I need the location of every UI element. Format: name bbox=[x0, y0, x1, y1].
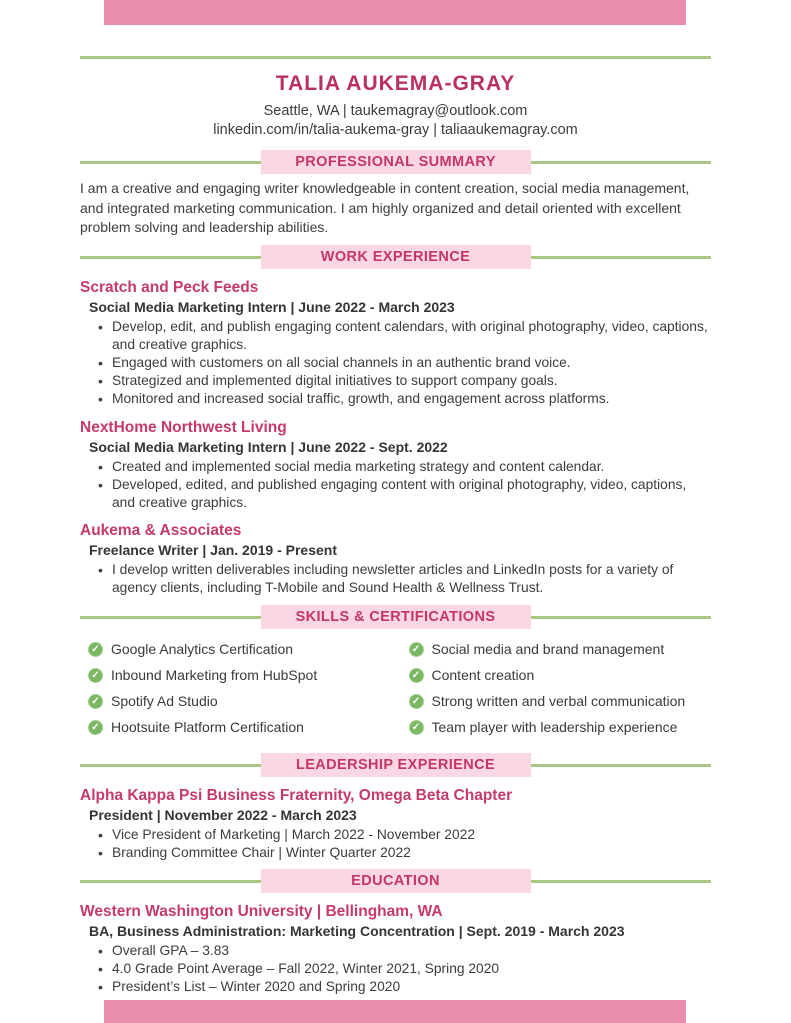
section-header-education bbox=[80, 869, 711, 893]
section-title-box bbox=[261, 869, 531, 893]
section-education bbox=[80, 869, 711, 997]
skill-label: Content creation bbox=[431, 667, 535, 684]
job-bullet-list bbox=[80, 318, 711, 409]
section-title-box bbox=[261, 150, 531, 174]
candidate-name: TALIA AUKEMA-GRAY bbox=[275, 72, 516, 95]
summary-paragraph: I am a creative and engaging writer knowledgeable in content creation, social media management, and integrated marketing communication. I am highly organized and detail oriented with excellent problem solving and leadership abilities. bbox=[80, 180, 690, 235]
job-bullet: • Develop, edit, and publish engaging content calendars, with original photography, video, captions, and creative graphics. bbox=[80, 318, 711, 354]
job-company: Aukema & Associates bbox=[80, 522, 242, 540]
section-leadership-experience bbox=[80, 753, 711, 862]
top-accent-bar bbox=[104, 0, 686, 25]
skill-item bbox=[409, 720, 712, 735]
section-header-work-experience bbox=[80, 245, 711, 269]
job-bullet: • Strategized and implemented digital initiatives to support company goals. bbox=[80, 372, 711, 390]
section-title: SKILLS & CERTIFICATIONS bbox=[295, 608, 496, 625]
job-entry bbox=[80, 278, 711, 409]
leadership-entry bbox=[80, 786, 711, 862]
section-title: PROFESSIONAL SUMMARY bbox=[295, 154, 496, 170]
skill-item bbox=[409, 668, 712, 683]
leadership-bullet: • Branding Committee Chair | Winter Quarter 2022 bbox=[80, 844, 711, 862]
job-company: NextHome Northwest Living bbox=[80, 418, 287, 436]
education-entry bbox=[80, 902, 711, 997]
check-icon: ✓ bbox=[88, 668, 103, 683]
job-role: Social Media Marketing Intern | June 2022 - March 2023 bbox=[89, 298, 455, 315]
skill-label: Team player with leadership experience bbox=[431, 719, 678, 736]
skill-item bbox=[409, 694, 712, 709]
check-icon: ✓ bbox=[409, 694, 424, 709]
skill-label: Hootsuite Platform Certification bbox=[111, 719, 304, 736]
check-icon: ✓ bbox=[409, 668, 424, 683]
education-bullet: • President’s List – Winter 2020 and Spring 2020 bbox=[80, 978, 711, 996]
section-title-box bbox=[261, 605, 531, 629]
skill-item bbox=[409, 642, 712, 657]
section-title-box bbox=[261, 245, 531, 269]
job-bullet-list bbox=[80, 561, 711, 597]
job-entry bbox=[80, 418, 711, 513]
job-role: Social Media Marketing Intern | June 2022 - Sept. 2022 bbox=[89, 438, 448, 455]
education-degree: BA, Business Administration: Marketing Concentration | Sept. 2019 - March 2023 bbox=[89, 922, 625, 939]
contact-line-location-email: Seattle, WA | taukemagray@outlook.com bbox=[263, 103, 528, 119]
skills-grid bbox=[88, 642, 711, 746]
section-title: EDUCATION bbox=[351, 872, 440, 889]
section-professional-summary bbox=[80, 150, 711, 238]
check-icon: ✓ bbox=[409, 720, 424, 735]
skill-label: Google Analytics Certification bbox=[111, 641, 294, 658]
section-title: LEADERSHIP EXPERIENCE bbox=[295, 756, 496, 773]
skill-label: Spotify Ad Studio bbox=[111, 693, 218, 710]
skills-column-left bbox=[88, 642, 400, 746]
skill-label: Inbound Marketing from HubSpot bbox=[111, 667, 318, 684]
skills-column-right bbox=[400, 642, 712, 746]
leadership-role: President | November 2022 - March 2023 bbox=[89, 806, 357, 823]
job-bullet: • I develop written deliverables including newsletter articles and LinkedIn posts for a variety of agency clients, including T-Mobile and Sound Health & Wellness Trust. bbox=[80, 561, 711, 597]
contact-line-links: linkedin.com/in/talia-aukema-gray | taliaaukemagray.com bbox=[213, 122, 578, 138]
contact-info bbox=[80, 102, 711, 140]
check-icon: ✓ bbox=[88, 720, 103, 735]
check-icon: ✓ bbox=[409, 642, 424, 657]
section-skills-certifications bbox=[80, 605, 711, 746]
education-school: Western Washington University | Bellingham, WA bbox=[80, 902, 443, 920]
skill-item bbox=[88, 642, 400, 657]
job-bullet: • Engaged with customers on all social channels in an authentic brand voice. bbox=[80, 354, 711, 372]
section-work-experience bbox=[80, 245, 711, 598]
resume-header bbox=[80, 72, 711, 140]
job-entry bbox=[80, 521, 711, 597]
leadership-bullet: • Vice President of Marketing | March 2022 - November 2022 bbox=[80, 826, 711, 844]
header-top-rule bbox=[80, 56, 711, 59]
section-header-leadership bbox=[80, 753, 711, 777]
job-bullet: • Monitored and increased social traffic, growth, and engagement across platforms. bbox=[80, 390, 711, 408]
skill-label: Strong written and verbal communication bbox=[431, 693, 686, 710]
education-bullet-list bbox=[80, 942, 711, 997]
bottom-accent-bar bbox=[104, 1000, 686, 1023]
job-role: Freelance Writer | Jan. 2019 - Present bbox=[89, 542, 338, 559]
leadership-bullet-list bbox=[80, 826, 711, 862]
education-bullet: • Overall GPA – 3.83 bbox=[80, 942, 711, 960]
section-header-skills bbox=[80, 605, 711, 629]
section-title: WORK EXPERIENCE bbox=[320, 248, 471, 265]
check-icon: ✓ bbox=[88, 642, 103, 657]
education-bullet: • 4.0 Grade Point Average – Fall 2022, Winter 2021, Spring 2020 bbox=[80, 960, 711, 978]
job-company: Scratch and Peck Feeds bbox=[80, 278, 259, 296]
section-title-box bbox=[261, 753, 531, 777]
job-bullet-list bbox=[80, 458, 711, 513]
skill-item bbox=[88, 668, 400, 683]
job-bullet: • Developed, edited, and published engaging content with original photography, video, captions, and creative graphics. bbox=[80, 476, 711, 512]
skill-item bbox=[88, 694, 400, 709]
skill-item bbox=[88, 720, 400, 735]
check-icon: ✓ bbox=[88, 694, 103, 709]
job-bullet: • Created and implemented social media marketing strategy and content calendar. bbox=[80, 458, 711, 476]
skill-label: Social media and brand management bbox=[431, 641, 665, 658]
section-header-professional-summary bbox=[80, 150, 711, 174]
leadership-organization: Alpha Kappa Psi Business Fraternity, Omega Beta Chapter bbox=[80, 786, 513, 804]
